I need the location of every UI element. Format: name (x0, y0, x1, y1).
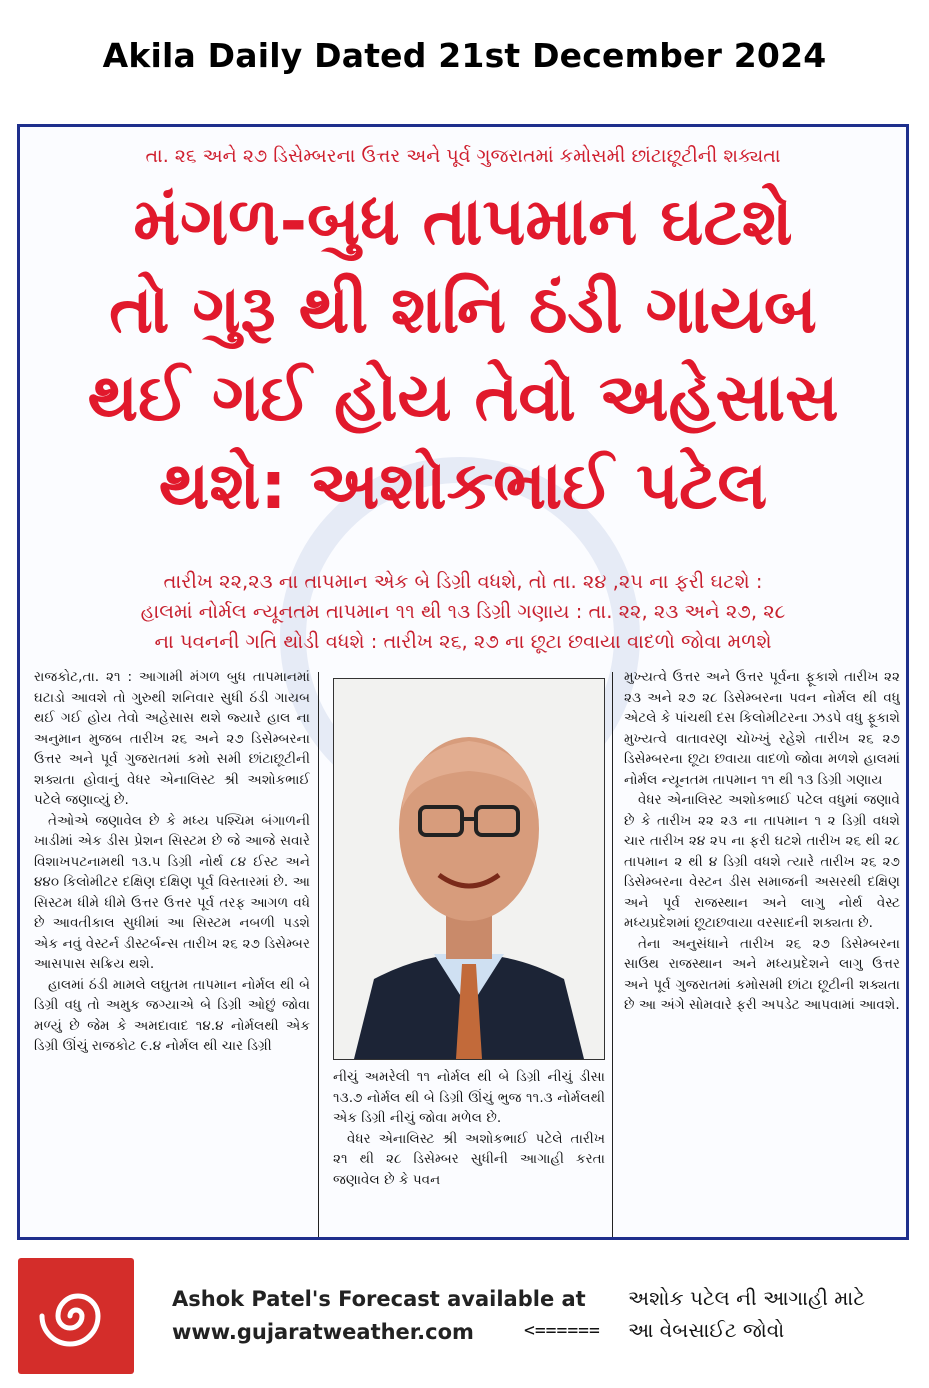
paragraph: વેધર એનાલિસ્ટ અશોકભાઈ પટેલ વધુમાં જણાવે છે કે તારીખ ૨૨ ૨૩ ના તાપમાન ૧ ૨ ડિગ્રી વધશે ચાર તારીખ ૨૪ ૨૫ ના ફરી ઘટશે તારીખ ૨૬ થી ૨૮ તાપમાન ૨ થી ૪ ડિગ્રી વધશે ત્યારે તારીખ ૨૬ ૨૭ ડિસેમ્બરના વેસ્ટન ડીસ સમાજની અસરથી દક્ષિણ અને પૂર્વ રાજસ્થાન અને લાગુ નોર્થ વેસ્ટ મધ્યપ્રદેશમાં છૂટાછવાયા વરસાદની શક્યતા છે. (624, 792, 900, 931)
paragraph: રાજકોટ,તા. ૨૧ : આગામી મંગળ બુધ તાપમાનમાં ઘટાડો આવશે તો ગુરુથી શનિવાર સુધી ઠંડી ગાયબ થઈ ગઈ હોય તેવો અહેસાસ થશે જ્યારે હાલ ના અનુમાન મુજબ તારીખ ૨૬ અને ૨૭ ડિસેમ્બરના ઉત્તર અને પૂર્વ ગુજરાતમાં કમો સમી છાંટાછૂટીની શક્યતા હોવાનું વેધર એનાલિસ્ટ શ્રી અશોકભાઈ પટેલે જણાવ્યું છે. (34, 669, 310, 808)
promo-text-gujarati: અશોક પટેલ ની આગાહી માટે (628, 1286, 865, 1310)
article-column-3 (624, 667, 900, 1237)
article-kicker: તા. ૨૬ અને ૨૭ ડિસેમ્બરના ઉત્તર અને પૂર્વ ગુજરાતમાં કમોસમી છાંટાછૂટીની શક્યતા (145, 145, 781, 167)
paragraph: તેના અનુસંધાને તારીખ ૨૬ ૨૭ ડિસેમ્બરના સાઉથ રાજસ્થાન અને મધ્યપ્રદેશને લાગુ ઉત્તર અને પૂર્વ ગુજરાતમાં કમોસમી છાંટા છૂટીની શક્યતા છે આ અંગે સોમવારે ફરી અપડેટ આપવામાં આવશે. (624, 935, 900, 1013)
column-divider (318, 672, 319, 1237)
paragraph: તેઓએ જણાવેલ છે કે મધ્ય પશ્ચિમ બંગાળની ખાડીમાં એક ડીસ પ્રેશન સિસ્ટમ છે જે આજે સવારે વિશાખપટનામથી ૧૩.૫ ડિગ્રી નોર્થ ૮૪ ઈસ્ટ અને ૪૪૦ કિલોમીટર દક્ષિણ દક્ષિણ પૂર્વ વિસ્તારમાં છે. આ સિસ્ટમ ધીમે ધીમે ઉત્તર ઉત્તર પૂર્વ તરફ આગળ વધે છે આવતીકાલ સુધીમાં આ સિસ્ટમ નબળી પડશે એક નવું વેસ્ટર્ન ડીસ્ટર્બન્સ તારીખ ૨૬ ૨૭ ડિસેમ્બર આસપાસ સક્રિય થશે. (34, 812, 310, 972)
reporter-photo (333, 678, 605, 1060)
paragraph: હાલમાં ઠંડી મામલે લઘુતમ તાપમાન નોર્મલ થી બે ડિગ્રી વધુ તો અમુક જગ્યાએ બે ડિગ્રી ઓછું જોવા મળ્યું છે જેમ કે અમદાવાદ ૧૪.૪ નોર્મલથી એક ડિગ્રી ઊંચું રાજકોટ ૯.૪ નોર્મલ થી ચાર ડિગ્રી (34, 976, 310, 1054)
paragraph: મુખ્યત્વે ઉત્તર અને ઉત્તર પૂર્વના ફૂકાશે તારીખ ૨૨ ૨૩ અને ૨૭ ૨૮ ડિસેમ્બરના પવન નોર્મલ થી વધુ એટલે કે પાંચથી દસ કિલોમીટરના ઝડપે વધુ ફૂકાશે મુખ્યત્વે વાતાવરણ ચોખ્ખું રહેશે તારીખ ૨૬ ૨૭ ડિસેમ્બરના છૂટા છવાયા વાદળો જોવા મળશે હાલમાં નોર્મલ ન્યૂનતમ તાપમાન ૧૧ થી ૧૩ ડિગ્રી ગણાય (624, 669, 900, 788)
subheadline-line-2: હાલમાં નોર્મલ ન્યૂનતમ તાપમાન ૧૧ થી ૧૩ ડિગ્રી ગણાય : તા. ૨૨, ૨૩ અને ૨૭, ૨૮ (140, 600, 786, 623)
newspaper-clipping (17, 124, 909, 1240)
website-link[interactable]: www.gujaratweather.com (172, 1320, 474, 1344)
article-column-2 (333, 1067, 605, 1190)
subheadline-line-1: તારીખ ૨૨,૨૩ ના તાપમાન એક બે ડિગ્રી વધશે, તો તા. ૨૪ ,૨૫ ના ફરી ઘટશે : (163, 570, 763, 593)
headline-line-1: મંગળ-બુધ તાપમાન ઘટશે (133, 183, 793, 260)
promo-text-gujarati-2: આ વેબસાઈટ જોવો (628, 1318, 785, 1342)
column-divider (612, 672, 613, 1237)
headline-line-2: તો ગુરૂ થી શનિ ઠંડી ગાયબ (109, 271, 817, 348)
spiral-icon (18, 1258, 134, 1374)
paragraph: વેધર એનાલિસ્ટ શ્રી અશોકભાઈ પટેલે તારીખ ૨૧ થી ૨૮ ડિસેમ્બર સુધીની આગાહી કરતા જણાવેલ છે કે પવન (333, 1130, 605, 1188)
headline-line-4: થશે: અશોકભાઈ પટેલ (158, 447, 768, 524)
gujaratweather-logo (18, 1258, 134, 1374)
page-title: Akila Daily Dated 21st December 2024 (102, 36, 827, 75)
portrait-illustration (334, 679, 604, 1059)
article-column-1 (34, 667, 310, 1237)
subheadline-line-3: ના પવનની ગતિ થોડી વધશે : તારીખ ૨૬, ૨૭ ના છૂટા છવાયા વાદળો જોવા મળશે (154, 630, 772, 653)
left-arrow: <====== (524, 1320, 600, 1341)
promo-text-english: Ashok Patel's Forecast available at (172, 1287, 586, 1311)
headline-line-3: થઈ ગઈ હોય તેવો અહેસાસ (87, 359, 839, 436)
paragraph: નીચું અમરેલી ૧૧ નોર્મલ થી બે ડિગ્રી નીચું ડીસા ૧૩.૭ નોર્મલ થી બે ડિગ્રી ઊંચું ભુજ ૧૧.૩ નોર્મલથી એક ડિગ્રી નીચું જોવા મળેલ છે. (333, 1069, 605, 1126)
